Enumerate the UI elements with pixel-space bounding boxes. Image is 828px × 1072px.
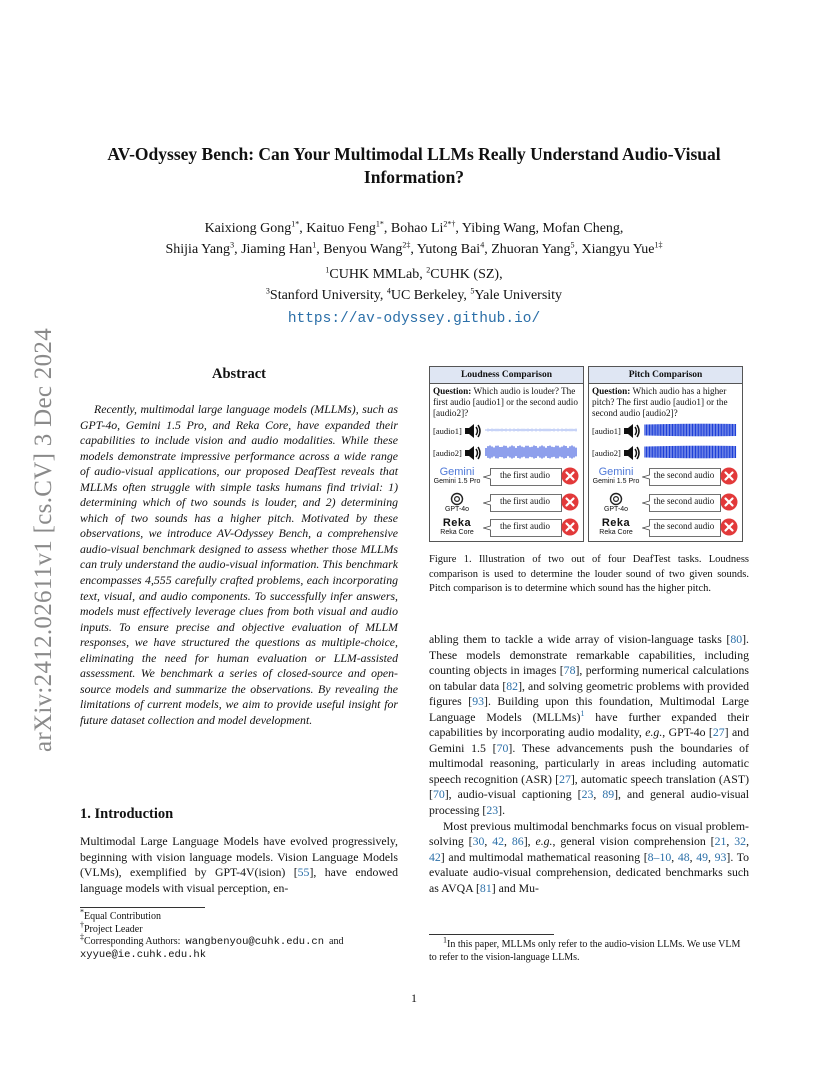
affiliations [100,264,728,306]
figure-caption: Figure 1. Illustration of two out of four DeafTest tasks. Loudness comparison is used to determine the louder sound of two given sounds. Pitch comparison is to determine which sound has the higher pitch. [429,554,749,595]
paragraph-2: Most previous multimodal benchmarks focus on visual problem-solving [30, 42, 86], e.g., general vision comprehension [21, 32, 42] and multimodal mathematical reasoning [8–10, 48, 49, 93]. To evaluate audio-visual comprehension, dedicated benchmarks such as AVQA [81] and Mu- [429,818,750,895]
wrong-answer-icon [720,518,738,536]
model-logo: Gemini Gemini 1.5 Pro [433,466,481,485]
audio-row-2: [audio2] [589,442,742,464]
model-logo: Gemini Gemini 1.5 Pro [592,466,640,485]
model-answer: the second audio [653,495,715,506]
wrong-answer-icon [561,467,579,485]
model-row [589,515,742,541]
question-text: Question: Which audio is louder? The first audio [audio1] or the second audio [audio2]? [433,386,578,418]
email-link-1[interactable]: wangbenyou@cuhk.edu.cn [185,936,325,949]
waveform-quiet [484,423,580,437]
model-answer: the first audio [500,521,550,531]
model-row [430,464,583,490]
panel-title: Pitch Comparison [589,367,742,384]
footnote-leader: †Project Leader [80,920,143,935]
wrong-answer-icon [720,493,738,511]
wrong-answer-icon [720,467,738,485]
model-answer: the first audio [500,470,550,480]
footnote-mllm: $^1$In this paper, MLLMs only refer to the audio-vision LLMs. We use VLM to refer to the vision-language LLMs. [429,935,741,963]
footnote-corresponding: ‡Corresponding Authors: wangbenyou@cuhk.edu.cn and xyyue@ie.cuhk.edu.hk [80,932,344,961]
abstract-text: Recently, multimodal large language models (MLLMs), such as GPT-4o, Gemini 1.5 Pro, and Reka Core, have expanded their capabilities to include vision and audio modalities. While these models demonstrate impressive performance across a wide range of audio-visual applications, our proposed DeafTest reveals that MLLMs often struggle with simple tasks humans find trivial: 1) determining which of two sounds is louder, and 2) determining which of two sounds has a higher pitch. Motivated by these observations, we introduce AV-Odyssey Bench, a comprehensive audio-visual benchmark designed to assess whether those MLLMs can truly understand the audio-visual information. This benchmark encompasses 4,555 carefully crafted problems, each incorporating text, visual, and audio components. To successfully infer answers, models must effectively leverage clues from both visual and audio inputs. To ensure precise and objective evaluation of MLLM responses, we have structured the questions as multiple-choice, eliminating the need for human evaluation or LLM-assisted assessment. We benchmark a series of closed-source and open-source models and summarize the observations. By revealing the limitations of current models, we aim to provide useful insight for future dataset collection and model development. [80,402,398,727]
figure-1 [429,366,747,542]
model-logo: GPT-4o [591,492,641,514]
question-text: Question: Which audio has a higher pitch? The first audio [audio1] or the second audio [audio2]? [592,386,728,418]
pitch-panel [588,366,743,542]
speaker-icon [623,445,641,461]
project-url-link[interactable]: https://av-odyssey.github.io/ [287,311,541,327]
wrong-answer-icon [561,518,579,536]
affiliation-line-1: $^1$CUHK MMLab, $^2$CUHK (SZ), [325,265,503,282]
model-row [589,464,742,490]
paragraph-1: abling them to tackle a wide array of vision-language tasks [80]. These models demonstrate remarkable capabilities, including counting objects in images [78], performing numerical calculations on tabular data [82], and solving geometric problems with provided figures [93]. Building upon this foundation, Multimodal Large Language Models (MLLMs)$^1$ have further expanded their capabilities by incorporating audio modality, e.g., GPT-4o [27] and Gemini 1.5 [70]. These advancements push the boundaries of multimodal reasoning, particularly in areas including automatic speech recognition (ASR) [27], automatic speech translation (AST) [70], audio-visual captioning [23, 89], and general audio-visual processing [23]. [429,632,750,818]
paper-title: AV-Odyssey Bench: Can Your Multimodal LLMs Really Understand Audio-Visual Information? [107,144,721,187]
audio-row-2: [audio2] [430,442,583,464]
waveform-high-pitch [643,445,739,459]
introduction-heading: 1. Introduction [80,806,174,822]
panel-title: Loudness Comparison [430,367,583,384]
wrong-answer-icon [561,493,579,511]
model-row [430,515,583,541]
openai-logo-icon [609,492,623,506]
audio-row-1: [audio1] [589,420,742,442]
authors-line-1: Kaixiong Gong$^{1*}$, Kaituo Feng$^{1*}$, Bohao $Li^{2*\dagger}$, Yibing Wang, Mofan Cheng, [204,219,624,236]
arxiv-stamp: arXiv:2412.02611v1 [cs.CV] 3 Dec 2024 [30,328,57,752]
model-responses [430,464,583,541]
model-logo: Reka Reka Core [599,517,633,536]
right-column-text [429,632,749,896]
model-row [430,490,583,516]
footnote-equal: *Equal Contribution [80,907,161,922]
abstract-heading: Abstract [212,366,266,382]
author-list [80,218,748,260]
model-answer: the second audio [653,470,715,480]
speaker-icon [464,445,482,461]
waveform-low-pitch [643,423,739,437]
speaker-icon [464,423,482,439]
affiliation-line-2: $^3$Stanford University, $^4$UC Berkeley, $^5$Yale University [265,286,563,303]
model-answer: the first audio [500,495,550,506]
speaker-icon [623,423,641,439]
email-link-2[interactable]: xyyue@ie.cuhk.edu.hk [80,948,207,961]
footnote-rule [80,907,205,908]
model-responses [589,464,742,541]
footnotes [80,907,398,961]
introduction-text: Multimodal Large Language Models have evolved progressively, beginning with vision language models. Vision Language Models (VLMs), exemplified by GPT-4V(ision) [55], have endowed language models with visual perception, en- [80,834,398,895]
authors-line-2: Shijia Yang$^3$, Jiaming Han$^1$, Benyou Wang$^{2\ddagger}$, Yutong Bai$^4$, Zhuoran Yang$^5$, Xiangyu Yue$^{1\ddagger}$ [165,240,663,257]
audio-row-1: [audio1] [430,420,583,442]
model-logo: Reka Reka Core [440,517,474,536]
model-row [589,490,742,516]
page-number: 1 [411,991,417,1005]
waveform-loud [484,445,580,459]
footnote-rule [429,934,554,935]
model-logo: GPT-4o [432,492,482,514]
openai-logo-icon [450,492,464,506]
model-answer: the second audio [653,521,715,531]
loudness-panel [429,366,584,542]
